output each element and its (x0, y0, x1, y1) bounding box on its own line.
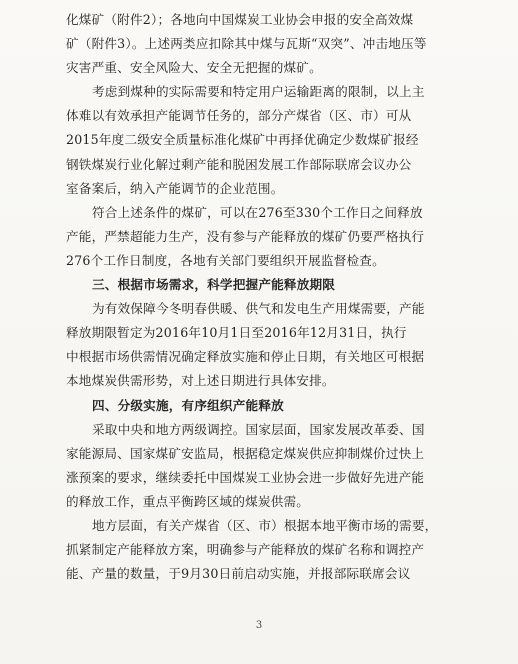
text-line: 276个工作日制度，各地有关部门要组织开展监督检查。 (66, 252, 385, 268)
text-line: 钢铁煤炭行业化解过剩产能和脱困发展工作部际联席会议办公 (66, 156, 412, 172)
text-line: 为有效保障今冬明春供暖、供气和发电生产用煤需要，产能 (92, 301, 425, 317)
text-line: 采取中央和地方两级调控。国家层面，国家发展改革委、国 (92, 421, 425, 437)
page-number: 3 (255, 620, 263, 631)
text-line: 地方层面，有关产煤省（区、市）根据本地平衡市场的需要， (92, 517, 438, 533)
text-line: 能、产量的数量，于9月30日前启动实施，并报部际联席会议 (66, 566, 411, 582)
text-line: 家能源局、国家煤矿安监局，根据稳定煤炭供应抑制煤价过快上 (66, 445, 425, 461)
text-line: 抓紧制定产能释放方案，明确参与产能释放的煤矿名称和调控产 (66, 542, 425, 558)
text-line: 室备案后，纳入产能调节的企业范围。 (66, 180, 284, 196)
text-line: 灾害严重、安全风险大、安全无把握的煤矿。 (66, 60, 322, 76)
paragraph (66, 8, 468, 80)
heading-text: 三、根据市场需求，科学把握产能释放期限 (92, 277, 336, 293)
text-line: 的释放工作，重点平衡跨区域的煤炭供需。 (66, 493, 310, 509)
text-line: 考虑到煤种的实际需要和特定用户运输距离的限制，以上主 (92, 84, 425, 100)
document-body (66, 8, 468, 586)
text-line: 中根据市场供需情况确定释放实施和停止日期，有关地区可根据 (66, 349, 425, 365)
paragraph (66, 418, 468, 514)
text-line: 2015年度二级安全质量标准化煤矿中再择优确定少数煤矿报经 (66, 132, 419, 148)
text-line: 符合上述条件的煤矿，可以在276至330个工作日之间释放 (92, 204, 423, 220)
paragraph (66, 80, 468, 200)
text-line: 矿（附件3）。上述两类应扣除其中煤与瓦斯“双突”、冲击地压等 (66, 36, 427, 52)
paragraph (66, 201, 468, 273)
paragraph (66, 514, 468, 586)
paragraph (66, 297, 468, 393)
text-line: 化煤矿（附件2）；各地向中国煤炭工业协会申报的安全高效煤 (66, 12, 414, 27)
text-line: 产能，严禁超能力生产，没有参与产能释放的煤矿仍要严格执行 (66, 228, 425, 244)
heading-text: 四、分级实施，有序组织产能释放 (92, 397, 284, 413)
text-line: 体难以有效承担产能调节任务的，部分产煤省（区、市）可从 (66, 108, 412, 124)
text-line: 释放期限暂定为2016年10月1日至2016年12月31日，执行 (66, 325, 407, 341)
section-heading (66, 394, 468, 418)
text-line: 本地煤炭供需形势，对上述日期进行具体安排。 (66, 373, 335, 389)
text-line: 涨预案的要求，继续委托中国煤炭工业协会进一步做好先进产能 (66, 469, 425, 485)
section-heading (66, 273, 468, 297)
